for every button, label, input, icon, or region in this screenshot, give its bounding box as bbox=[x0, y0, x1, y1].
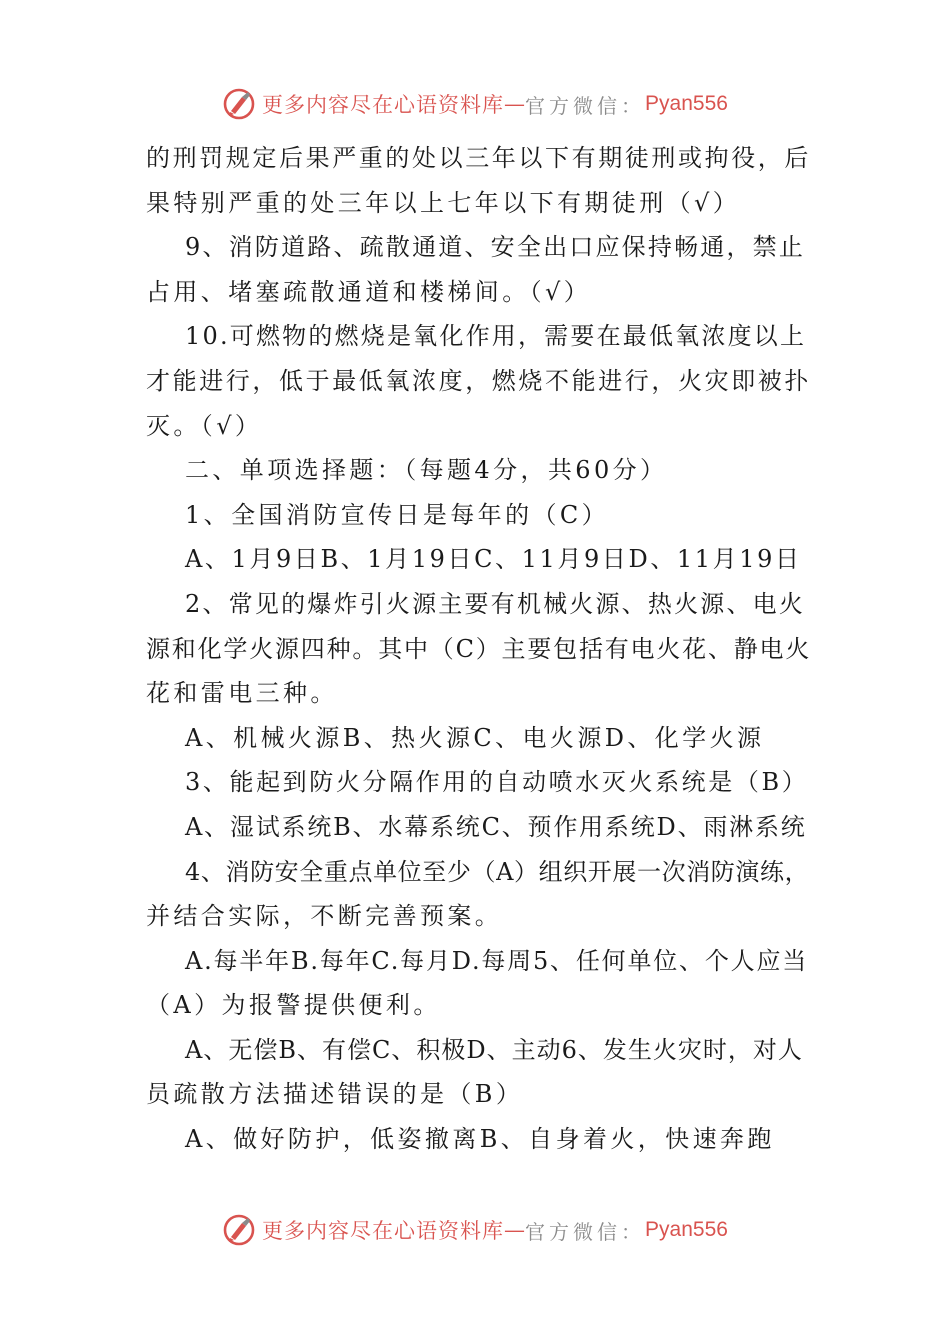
footer-banner bbox=[0, 1210, 950, 1250]
text-line: 二、单项选择题：（每题4分，共60分） bbox=[185, 456, 668, 485]
text-line: 9、消防道路、疏散通道、安全出口应保持畅通，禁止 bbox=[185, 233, 806, 262]
text-line: A、机械火源B、热火源C、电火源D、化学火源 bbox=[185, 723, 765, 752]
text-line: 2、常见的爆炸引火源主要有机械火源、热火源、电火 bbox=[185, 589, 806, 618]
text-line: 花和雷电三种。 bbox=[146, 679, 338, 708]
text-line: 3、能起到防火分隔作用的自动喷水灭火系统是（B） bbox=[185, 768, 809, 797]
header-wechat-label: 官方微信： bbox=[525, 93, 646, 118]
header-separator: — bbox=[504, 92, 526, 116]
text-line: （A）为报警提供便利。 bbox=[146, 991, 441, 1020]
footer-wechat-label: 官方微信： bbox=[525, 1219, 646, 1244]
text-line: 4、消防安全重点单位至少（A）组织开展一次消防演练， bbox=[185, 857, 810, 886]
footer-brand-text: 更多内容尽在心语资料库 bbox=[262, 1219, 505, 1243]
text-line: 10.可燃物的燃烧是氧化作用，需要在最低氧浓度以上 bbox=[185, 322, 807, 351]
text-line: A.每半年B.每年C.每月D.每周5、任何单位、个人应当 bbox=[185, 946, 809, 975]
text-line: A、湿试系统B、水幕系统C、预作用系统D、雨淋系统 bbox=[185, 812, 807, 841]
text-line: 才能进行，低于最低氧浓度，燃烧不能进行，火灾即被扑 bbox=[146, 366, 811, 395]
text-line: 的刑罚规定后果严重的处以三年以下有期徒刑或拘役，后 bbox=[146, 144, 811, 172]
text-line: 占用、堵塞疏散通道和楼梯间。（√） bbox=[146, 277, 592, 306]
text-line: A、1月9日B、1月19日C、11月9日D、11月19日 bbox=[185, 545, 802, 574]
footer-separator: — bbox=[504, 1218, 526, 1242]
text-line: 果特别严重的处三年以上七年以下有期徒刑（√） bbox=[146, 188, 741, 217]
text-line: A、做好防护，低姿撤离B、自身着火，快速奔跑 bbox=[185, 1125, 775, 1154]
header-wechat-id: Pyan556 bbox=[645, 92, 728, 115]
footer-wechat-id: Pyan556 bbox=[645, 1218, 728, 1241]
text-line: 灭。（√） bbox=[146, 411, 263, 440]
brush-logo-icon bbox=[222, 87, 256, 121]
text-line: 并结合实际，不断完善预案。 bbox=[146, 902, 503, 931]
document-body bbox=[146, 136, 810, 1162]
text-line: 1、全国消防宣传日是每年的（C） bbox=[185, 500, 610, 529]
header-brand-text: 更多内容尽在心语资料库 bbox=[262, 93, 505, 117]
text-line: A、无偿B、有偿C、积极D、主动6、发生火灾时，对人 bbox=[185, 1035, 803, 1064]
brush-logo-icon bbox=[222, 1213, 256, 1247]
text-line: 员疏散方法描述错误的是（B） bbox=[146, 1080, 524, 1109]
header-banner bbox=[0, 84, 950, 124]
text-line: 源和化学火源四种。其中（C）主要包括有电火花、静电火 bbox=[146, 634, 812, 663]
